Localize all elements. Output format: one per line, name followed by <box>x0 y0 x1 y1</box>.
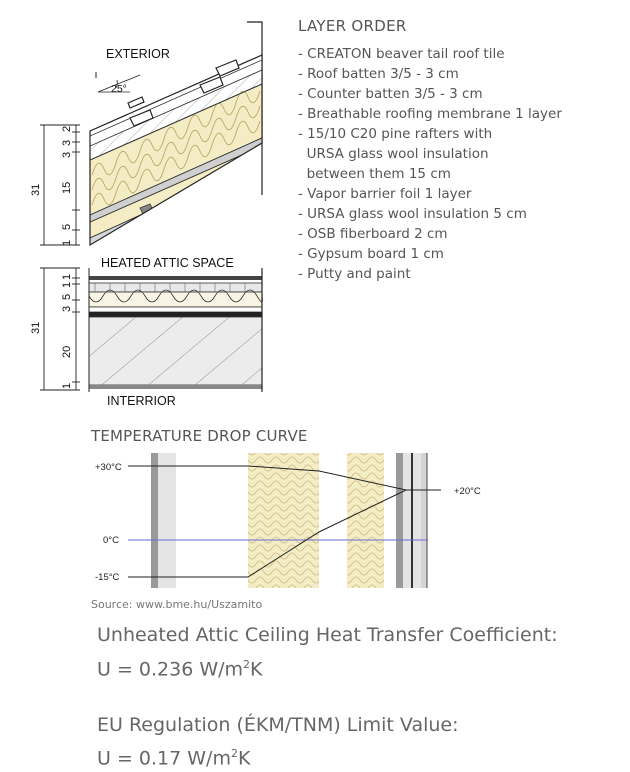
dim-roof-3: 3 <box>61 151 73 158</box>
layer-item: - CREATON beaver tail roof tile <box>298 46 505 62</box>
wall-left-dark <box>151 453 158 588</box>
heated-attic-label: HEATED ATTIC SPACE <box>101 256 234 270</box>
wall-right-dark <box>396 453 403 588</box>
section-drawing <box>0 0 300 420</box>
eu-limit-value: U = 0.17 $W/m^2K$ <box>97 747 251 770</box>
dim-roof-4: 15 <box>61 181 73 194</box>
dim-total-roof: 31 <box>30 183 42 196</box>
dim-roof-2: 3 <box>61 139 73 146</box>
layer-item: URSA glass wool insulation <box>298 146 489 162</box>
insulation-block-1 <box>248 453 319 588</box>
dim-ceil-1: 1 <box>61 273 73 280</box>
label-plus20: +20°C <box>454 486 481 497</box>
dim-ceil-6: 1 <box>61 382 73 389</box>
layer-order-list <box>298 44 562 284</box>
dim-roof-6: 1 <box>61 239 73 246</box>
label-zero: 0°C <box>103 535 119 546</box>
dim-ceil-3: 5 <box>61 293 73 300</box>
interior-label: INTERRIOR <box>107 394 176 408</box>
dim-ceil-5: 20 <box>61 345 73 358</box>
label-minus15: -15°C <box>95 572 120 583</box>
layer-item: between them 15 cm <box>298 166 451 182</box>
u-title: Unheated Attic Ceiling Heat Transfer Coefficient: <box>97 624 558 646</box>
dim-ceil-4: 3 <box>61 305 73 312</box>
layer-item: - Vapor barrier foil 1 layer <box>298 186 472 202</box>
wall-left-light <box>158 453 176 588</box>
exterior-label: EXTERIOR <box>106 47 170 61</box>
source-note: Source: www.bme.hu/Uszamito <box>91 598 263 611</box>
layer-item: - Putty and paint <box>298 266 411 282</box>
layer-item: - Counter batten 3/5 - 3 cm <box>298 86 483 102</box>
angle-label: 25° <box>111 83 127 95</box>
eu-limit-title: EU Regulation (ÉKM/TNM) Limit Value: <box>97 714 459 736</box>
ceiling-buildup <box>89 268 262 392</box>
dimension-lines <box>40 125 80 390</box>
label-plus30: +30°C <box>95 462 122 473</box>
u-value: U = 0.236 $W/m^2K$ <box>97 658 263 681</box>
layer-item: - Roof batten 3/5 - 3 cm <box>298 66 459 82</box>
dim-total-ceiling: 31 <box>30 321 42 334</box>
layer-item: - Breathable roofing membrane 1 layer <box>298 106 562 122</box>
temperature-diagram <box>0 445 630 595</box>
temperature-title: TEMPERATURE DROP CURVE <box>91 427 308 445</box>
layer-item: - 15/10 C20 pine rafters with <box>298 126 493 142</box>
layer-order-title: LAYER ORDER <box>298 17 407 35</box>
layer-item: - Gypsum board 1 cm <box>298 246 444 262</box>
layer-item: - OSB fiberboard 2 cm <box>298 226 448 242</box>
layer-item: - URSA glass wool insulation 5 cm <box>298 206 527 222</box>
dim-ceil-2: 1 <box>61 281 73 288</box>
dim-roof-5: 5 <box>61 223 73 230</box>
dim-roof-1: 2 <box>61 125 73 132</box>
insulation-block-2 <box>347 453 384 588</box>
roof-buildup <box>80 40 270 260</box>
